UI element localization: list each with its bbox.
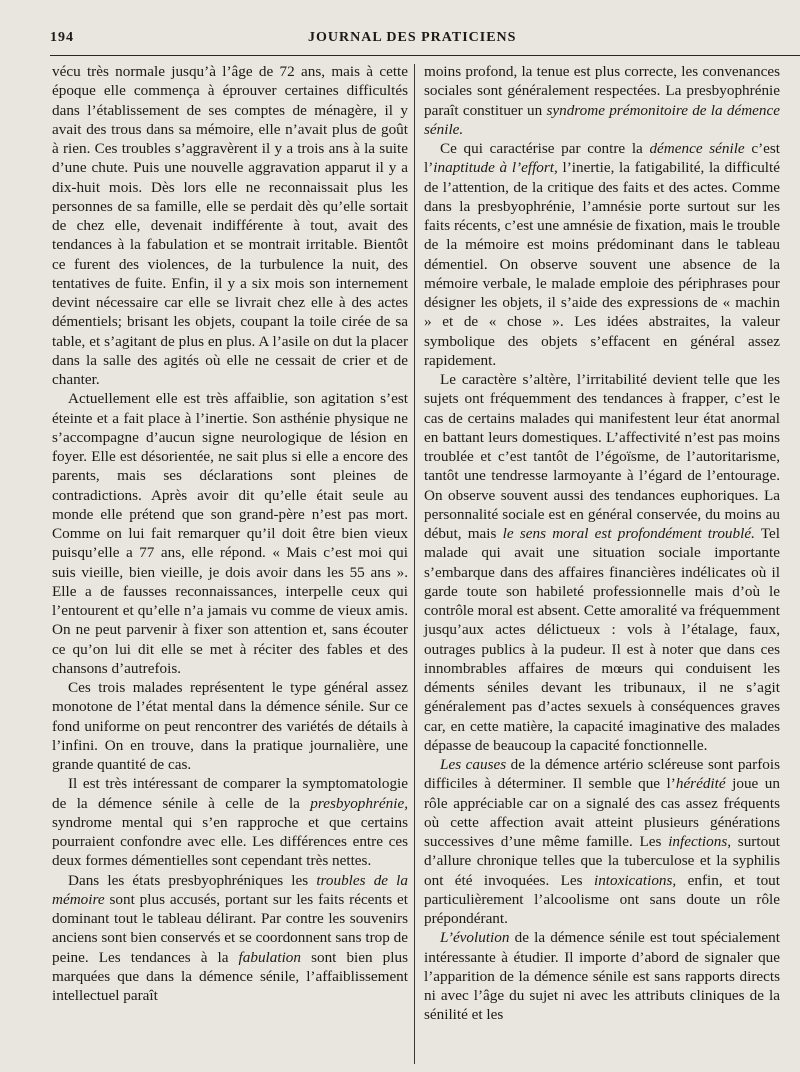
paragraph [52,871,408,1006]
emphasis: Les causes [440,756,507,773]
text-run: enfin, et tout particulièrement l’alcoolisme ont sans doute un rôle prépondérant. [424,871,780,927]
page-number: 194 [50,30,74,45]
column-separator [414,64,415,1064]
right-column [424,62,780,1025]
emphasis: infections, [668,833,732,850]
text-run: syndrome mental qui s’en rapproche et que certains pourraient confondre avec elle. Les différences entre ces deux formes démentielles sont cependant très nettes. [52,813,408,870]
emphasis: fabulation [238,948,301,966]
text-run: Il est très intéressant de comparer la symptomatologie de la démence sénile à celle de la [52,775,408,812]
paragraph [424,755,780,928]
emphasis: hérédité [675,775,726,793]
text-run: moins profond, la tenue est plus correcte, les convenances sociales sont généralement respectées. La presbyophrénie paraît constituer un [424,63,780,119]
text-run: c’est l’ [424,140,781,177]
text-run: l’inertie, la fatigabilité, la difficulté de l’attention, de la critique des faits et des actes. Comme dans la presbyophrénie, l’amnésie porte surtout sur les faits récents, c’est une amnésie de fixation, mais le trouble de la mémoire est moins prédominant dans le tableau démentiel. On observe souvent une absence de la mémoire verbale, le malade emploie des périphrases pour désigner les objets, il s’aide des expressions de « machin » et de « chose ». Les idées abstraites, la valeur symbolique des objets s’effacent en général assez rapidement. [424,159,780,369]
left-column [52,62,408,1005]
text-run: joue un rôle appréciable car on a signalé des cas assez fréquents où cette affection avait atteint plusieurs générations successives d’une même famille. Les [424,775,780,850]
text-run: de la démence artério scléreuse sont parfois difficiles à déterminer. Il semble que l’ [424,756,780,793]
text-run: surtout d’allure chronique telles que la tuberculose et la syphilis ont été invoquées. Les [424,833,780,889]
text-run: Tel malade qui avait une situation sociale importante s’embarque dans des affaires financières indélicates où il garde toute son habileté professionnelle mais d’où le contrôle moral est absent. Cette amoralité va fréquemment jusqu’aux actes délictueux : vols à l’étalage, faux, outrages publics à la pudeur. Il est à noter que dans ces innombrables affaires de mœurs qui conduisent les déments séniles devant les tribunaux, il ne s’agit généralement pas d’actes sexuels à conséquences graves car, en cette matière, la capacité imaginative des malades dépasse de beaucoup la capacité fonctionnelle. [424,525,781,754]
paragraph [424,928,780,1024]
journal-title: JOURNAL DES PRATICIENS [308,30,517,45]
emphasis: démence sénile [649,140,745,157]
emphasis: syndrome prémonitoire de la démence sénile. [424,101,781,138]
text-run: Dans les états presbyophréniques les [68,871,317,889]
emphasis: L’évolution [440,929,510,947]
paragraph [52,774,408,870]
paragraph [424,370,780,755]
text-run: sont plus accusés, portant sur les faits récents et dominant tout le tableau délirant. Par contre les souvenirs anciens sont bien conservés et se coordonnent sans trop de peine. Les tendances à la [52,890,408,966]
paragraph: Actuellement elle est très affaiblie, son agitation s’est éteinte et a fait place à l’inertie. Son asthénie physique ne s’accompagne d’aucun signe neurologique de lésion en foyer. Elle est désorientée, ne sait plus si elle a encore des parents, mais ses déclarations sont pleines de contradictions. Après avoir dit qu’elle était seule au monde elle prétend que son grand-père n’est pas mort. Comme on lui fait remarquer qu’il doit être bien vieux puisqu’elle a 77 ans, elle répond. « Mais c’est moi qui suis vieille, bien vieille, je dois avoir dans les 55 ans ». Elle a de fausses reconnaissances, interpelle ceux qui l’entourent et qu’elle n’a jamais vu comme de vieux amis. On ne peut parvenir à fixer son attention et, sans écouter ce qu’on lui dit elle se met à réciter des fables et des chansons d’autrefois. [52,390,408,677]
header-rule [50,55,800,56]
text-run: sont bien plus marquées que dans la démence sénile, l’affaiblissement intellectuel paraît [52,948,408,1004]
paragraph [424,62,780,139]
paragraph [424,139,780,370]
text-run: Ce qui caractérise par contre la [440,140,650,157]
emphasis: le sens moral est profondément troublé. [502,525,755,542]
emphasis: inaptitude à l’effort, [433,159,558,177]
paragraph: Ces trois malades représentent le type général assez monotone de l’état mental dans la démence sénile. Sur ce fond uniforme on peut rencontrer des variétés de détails à l’infini. On en trouve, dans la pratique journalière, une grande quantité de cas. [52,679,408,773]
emphasis: intoxications, [593,871,677,889]
paragraph: vécu très normale jusqu’à l’âge de 72 ans, mais à cette époque elle commença à éprouver certaines difficultés dans l’établissement de ses comptes de ménagère, il y avait des trous dans sa mémoire, elle n’avait plus de goût à rien. Ces troubles s’aggravèrent il y a trois ans à la suite d’une chute. Puis une nouvelle aggravation apparut il y a dix-huit mois. Dès lors elle ne reconnaissait plus les personnes de sa famille, elle se perdait dès qu’elle sortait de chez elle, devenait indifférente à tout, avait des tendances à la fabulation et se montrait irritable. Bientôt ce furent des violences, de la turbulence la nuit, des tentatives de fuite. Enfin, il y a six mois son internement devint nécessaire car elle se livrait chez elle à des actes démentiels; brisant les objets, coupant la toile cirée de sa table, et s’agitant de plus en plus. A l’asile on dut la placer dans la salle des agités où elle ne cessait de crier et de chanter. [52,63,408,388]
text-run: de la démence sénile est tout spécialement intéressante à étudier. Il importe d’abord de signaler que l’apparition de la démence sénile est sans rapports directs ni avec l’âge du sujet ni avec les attributs cliniques de la sénilité et les [424,929,780,1024]
emphasis: troubles de la mémoire [52,871,408,908]
text-run: Le caractère s’altère, l’irritabilité devient telle que les sujets ont fréquemment des tendances à frapper, c’est le cas de certains malades qui manifestent leur état anormal en battant leurs domestiques. L’affectivité n’est pas moins troublée et c’est tantôt de l’égoïsme, de l’autoritarisme, tantôt une tendresse larmoyante à l’égard de l’entourage. On observe souvent aussi des tendances euphoriques. La personnalité sociale est en général conservée, du moins au début, mais [424,371,780,542]
emphasis: presbyophrénie, [310,794,408,812]
running-header [50,30,790,52]
